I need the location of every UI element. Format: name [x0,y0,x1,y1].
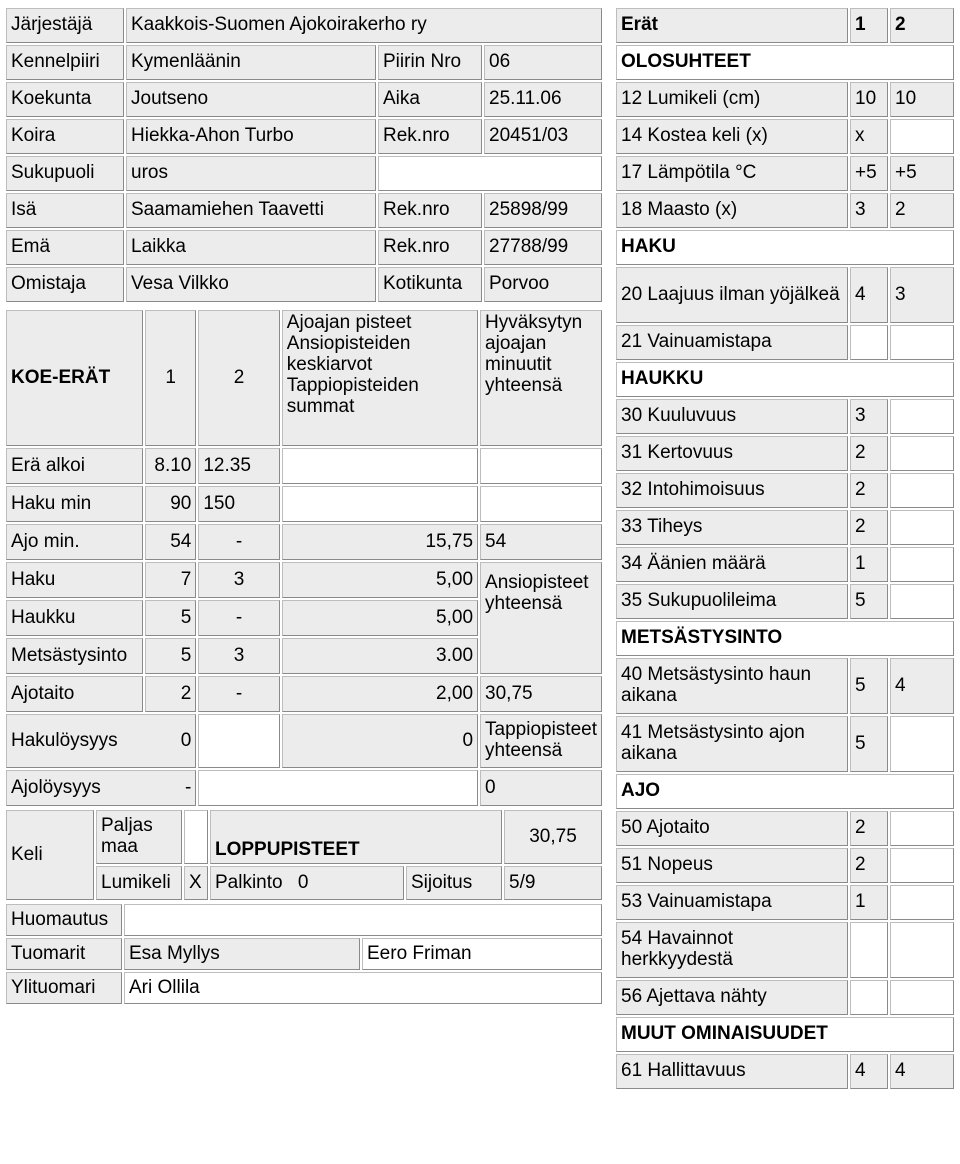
section-title: HAUKKU [616,362,954,397]
round-2-header: 2 [198,310,279,446]
trial-row [6,676,602,712]
round-2-value: 3 [198,562,279,598]
round-2-score [890,436,954,471]
round-2-value: 12.35 [198,448,279,484]
section-title: OLOSUHTEET [616,45,954,80]
penalty-total-value: 0 [480,770,602,806]
round-1-score: 5 [850,584,888,619]
evaluation-table [614,6,956,1091]
points-header: Ajoajan pisteet Ansiopisteiden keskiarvot Tappiopisteiden summat [282,310,478,446]
snow-label: Lumikeli [96,866,182,900]
points-value: 0 [282,714,478,768]
round-1-header: 1 [145,310,197,446]
evaluation-row [616,156,954,191]
hunting-drive-label: Metsästysinto [6,638,143,674]
judges-table [4,902,604,1006]
info-label: Sukupuoli [6,156,124,191]
info-value: Hiekka-Ahon Turbo [126,119,376,154]
round-1-score: 10 [850,82,888,117]
evaluation-label: 33 Tiheys [616,510,848,545]
round-1-score: 1 [850,547,888,582]
round-1-value: 0 [180,729,192,751]
empty-cell [198,770,478,806]
minutes-header: Hyväksytyn ajoajan minuutit yhteensä [480,310,602,446]
round-2-score [890,716,954,772]
search-min-label: Haku min [6,486,143,522]
info-label: Koira [6,119,124,154]
dog-info-table [4,6,604,304]
evaluation-label: 14 Kostea keli (x) [616,119,848,154]
info-value: 06 [484,45,602,80]
search-looseness-label: Hakulöysyys [11,729,118,751]
info-row [6,267,602,302]
weather-row [6,866,602,900]
round-1-score [850,922,888,978]
remark-label: Huomautus [6,904,122,936]
drive-looseness-label: Ajolöysyys [11,776,101,798]
search-looseness-cell [6,714,196,768]
round-1-value: - [185,776,192,798]
round-1-score [850,325,888,360]
trial-row [6,770,602,806]
info-row [6,230,602,265]
final-points-value: 30,75 [504,810,602,864]
evaluation-label: 53 Vainuamistapa [616,885,848,920]
round-2-score: 4 [890,1054,954,1089]
left-panel [4,6,604,1006]
round-1-score: 2 [850,473,888,508]
merit-total-label: Ansiopisteet yhteensä [480,562,602,674]
rounds-header-label: Erät [616,8,848,43]
evaluation-label: 61 Hallittavuus [616,1054,848,1089]
evaluation-row [616,473,954,508]
round-2-score: 10 [890,82,954,117]
info-value: Vesa Vilkko [126,267,376,302]
section-title: AJO [616,774,954,809]
remark-value [124,904,602,936]
round-2-score: 3 [890,267,954,323]
section-header-row [616,1017,954,1052]
judges-label: Tuomarit [6,938,122,970]
points-value: 3.00 [282,638,478,674]
info-value: Laikka [126,230,376,265]
round-1-score [850,980,888,1015]
evaluation-row [616,922,954,978]
evaluation-label: 32 Intohimoisuus [616,473,848,508]
info-value: Porvoo [484,267,602,302]
evaluation-label: 12 Lumikeli (cm) [616,82,848,117]
round-2-score [890,473,954,508]
round-2-score [890,547,954,582]
empty-cell [378,156,602,191]
evaluation-label: 34 Äänien määrä [616,547,848,582]
empty-cell [282,448,478,484]
round-1-score: 4 [850,1054,888,1089]
evaluation-label: 54 Havainnot herkkyydestä [616,922,848,978]
evaluation-row [616,811,954,846]
round-2-score [890,119,954,154]
round-2-score [890,399,954,434]
evaluation-row [616,436,954,471]
round-1-value: 2 [145,676,197,712]
info-value: 25898/99 [484,193,602,228]
weather-row [6,810,602,864]
evaluation-label: 30 Kuuluvuus [616,399,848,434]
evaluation-row [616,1054,954,1089]
evaluation-row [616,82,954,117]
evaluation-label: 56 Ajettava nähty [616,980,848,1015]
round-1-score: 5 [850,716,888,772]
drive-min-label: Ajo min. [6,524,143,560]
info-value: Kymenläänin [126,45,376,80]
trial-row [6,714,602,768]
remark-row [6,904,602,936]
points-value: 2,00 [282,676,478,712]
trial-row [6,562,602,598]
round-1-score: 3 [850,193,888,228]
round-start-label: Erä alkoi [6,448,143,484]
evaluation-row [616,980,954,1015]
round-1-value: 8.10 [145,448,197,484]
weather-label: Keli [6,810,94,900]
points-value: 5,00 [282,600,478,636]
round-2-value: 150 [198,486,279,522]
head-judge-label: Ylituomari [6,972,122,1004]
section-header-row [616,621,954,656]
bare-ground-mark [184,810,208,864]
prize-cell [210,866,404,900]
trial-row [6,486,602,522]
prize-label: Palkinto [215,871,283,893]
info-label: Kennelpiiri [6,45,124,80]
round-1-value: 5 [145,638,197,674]
info-value: 25.11.06 [484,82,602,117]
evaluation-label: 18 Maasto (x) [616,193,848,228]
conditions-table [4,808,604,902]
section-header-row [616,45,954,80]
info-row [6,193,602,228]
evaluation-row [616,325,954,360]
round-2-value: - [198,600,279,636]
merit-total-value: 30,75 [480,676,602,712]
round-1-value: 90 [145,486,197,522]
info-value: Joutseno [126,82,376,117]
round-2-score: 4 [890,658,954,714]
round-2-value: - [198,676,279,712]
section-header-row [616,230,954,265]
section-title: MUUT OMINAISUUDET [616,1017,954,1052]
round-2-score [890,885,954,920]
info-label: Järjestäjä [6,8,124,43]
evaluation-row [616,658,954,714]
round-1-score: 2 [850,510,888,545]
info-row [6,156,602,191]
judge-2-name: Eero Friman [362,938,602,970]
evaluation-row [616,510,954,545]
trial-rounds-table [4,308,604,808]
round-2-score [890,325,954,360]
section-title: HAKU [616,230,954,265]
info-label: Piirin Nro [378,45,482,80]
empty-cell [480,448,602,484]
rounds-header-row [616,8,954,43]
round-1-value: 7 [145,562,197,598]
trial-row [6,524,602,560]
info-value: Kaakkois-Suomen Ajokoirakerho ry [126,8,602,43]
judge-1-name: Esa Myllys [124,938,360,970]
evaluation-row [616,716,954,772]
round-2-score [890,811,954,846]
section-title: METSÄSTYSINTO [616,621,954,656]
evaluation-row [616,584,954,619]
info-row [6,119,602,154]
round-2-score: 2 [890,193,954,228]
evaluation-label: 20 Laajuus ilman yöjälkeä [616,267,848,323]
evaluation-label: 31 Kertovuus [616,436,848,471]
round-1-score: 3 [850,399,888,434]
round-1-score: +5 [850,156,888,191]
info-row-organizer [6,8,602,43]
placement-value: 5/9 [504,866,602,900]
round-1-score: 2 [850,436,888,471]
info-label: Rek.nro [378,230,482,265]
evaluation-label: 35 Sukupuolileima [616,584,848,619]
round-1-header: 1 [850,8,888,43]
head-judge-name: Ari Ollila [124,972,602,1004]
round-1-value: 5 [145,600,197,636]
judges-row [6,938,602,970]
round-2-value: 3 [198,638,279,674]
empty-cell [198,714,279,768]
evaluation-row [616,193,954,228]
round-2-score [890,922,954,978]
evaluation-label: 40 Metsästysinto haun aikana [616,658,848,714]
evaluation-label: 50 Ajotaito [616,811,848,846]
bark-label: Haukku [6,600,143,636]
round-1-score: 1 [850,885,888,920]
driving-skill-label: Ajotaito [6,676,143,712]
round-2-score [890,848,954,883]
penalty-total-label: Tappiopisteet yhteensä [480,714,602,768]
evaluation-row [616,267,954,323]
bare-ground-label: Paljas maa [96,810,182,864]
info-label: Kotikunta [378,267,482,302]
snow-mark: X [184,866,208,900]
section-header-row [616,774,954,809]
minutes-value: 54 [480,524,602,560]
section-header-row [616,362,954,397]
evaluation-row [616,399,954,434]
evaluation-label: 51 Nopeus [616,848,848,883]
round-2-score: +5 [890,156,954,191]
prize-value: 0 [297,871,309,893]
evaluation-body [616,8,954,1089]
info-value: Saamamiehen Taavetti [126,193,376,228]
points-value: 5,00 [282,562,478,598]
evaluation-label: 21 Vainuamistapa [616,325,848,360]
evaluation-row [616,885,954,920]
empty-cell [480,486,602,522]
head-judge-row [6,972,602,1004]
drive-looseness-cell [6,770,196,806]
placement-label: Sijoitus [406,866,502,900]
info-label: Emä [6,230,124,265]
trial-header-row [6,310,602,446]
info-value: uros [126,156,376,191]
round-1-score: 2 [850,811,888,846]
search-label: Haku [6,562,143,598]
empty-cell [282,486,478,522]
trial-rounds-title: KOE-ERÄT [6,310,143,446]
final-points-label: LOPPUPISTEET [210,810,502,864]
evaluation-row [616,119,954,154]
info-label: Aika [378,82,482,117]
info-label: Rek.nro [378,119,482,154]
round-2-score [890,980,954,1015]
points-value: 15,75 [282,524,478,560]
right-panel [614,6,956,1091]
info-label: Rek.nro [378,193,482,228]
info-row [6,82,602,117]
info-value: 27788/99 [484,230,602,265]
evaluation-row [616,547,954,582]
round-1-score: x [850,119,888,154]
info-label: Isä [6,193,124,228]
info-row [6,45,602,80]
evaluation-row [616,848,954,883]
info-label: Koekunta [6,82,124,117]
trial-row [6,448,602,484]
round-2-header: 2 [890,8,954,43]
round-2-score [890,510,954,545]
round-1-score: 4 [850,267,888,323]
round-2-score [890,584,954,619]
round-2-value: - [198,524,279,560]
evaluation-label: 17 Lämpötila °C [616,156,848,191]
round-1-score: 2 [850,848,888,883]
round-1-score: 5 [850,658,888,714]
info-value: 20451/03 [484,119,602,154]
info-label: Omistaja [6,267,124,302]
evaluation-label: 41 Metsästysinto ajon aikana [616,716,848,772]
round-1-value: 54 [145,524,197,560]
